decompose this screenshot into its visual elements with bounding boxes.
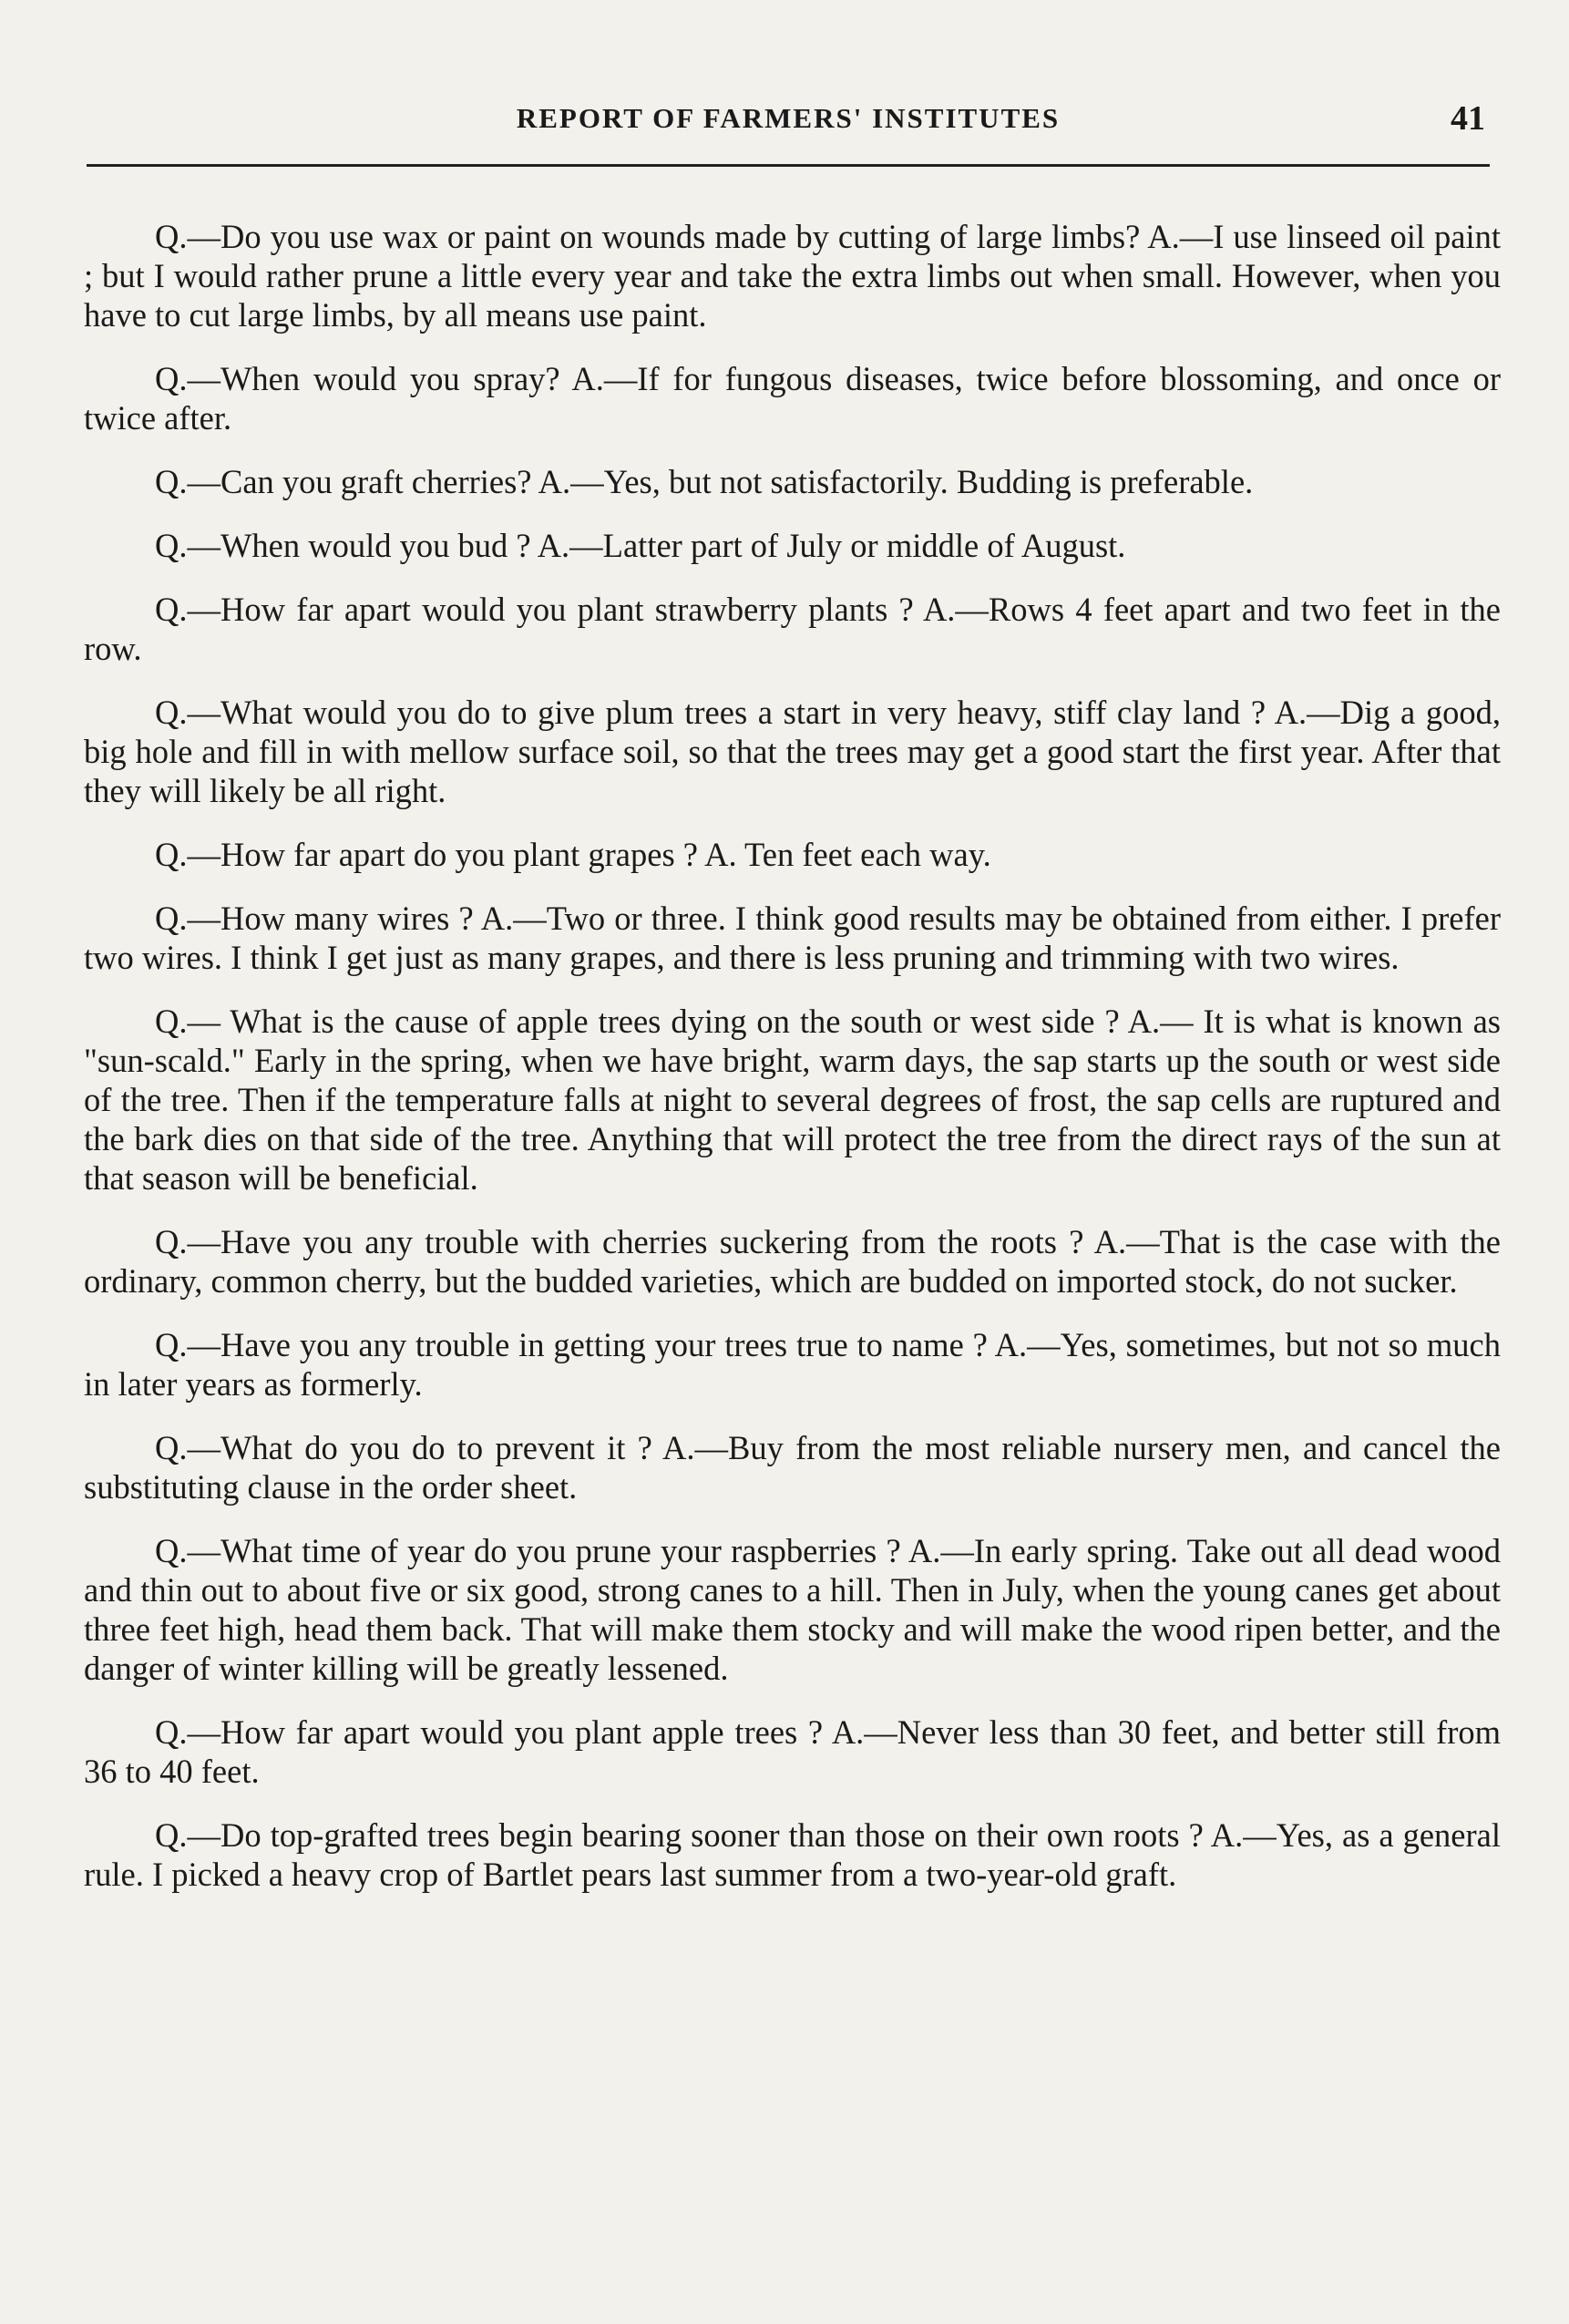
header-rule bbox=[87, 164, 1490, 167]
qa-paragraph: Q.—How many wires ? A.—Two or three. I think good results may be obtained from either. I prefer two wires. I think I get just as many grapes, and there is less pruning and trimming with two wires. bbox=[84, 900, 1501, 976]
qa-paragraph: Q.—How far apart would you plant strawberry plants ? A.—Rows 4 feet apart and two feet in the row. bbox=[84, 591, 1501, 667]
qa-paragraph: Q.—When would you spray? A.—If for fungous diseases, twice before blossoming, and once or twice after. bbox=[84, 360, 1501, 437]
qa-paragraph: Q.—How far apart would you plant apple trees ? A.—Never less than 30 feet, and better still from 36 to 40 feet. bbox=[84, 1713, 1501, 1790]
qa-paragraph: Q.—Do top-grafted trees begin bearing sooner than those on their own roots ? A.—Yes, as a general rule. I picked a heavy crop of Bartlet pears last summer from a two-year-old graft. bbox=[84, 1816, 1501, 1893]
qa-paragraph: Q.—Have you any trouble in getting your trees true to name ? A.—Yes, sometimes, but not so much in later years as formerly. bbox=[84, 1326, 1501, 1403]
qa-paragraph: Q.—What do you do to prevent it ? A.—Buy from the most reliable nursery men, and cancel the substituting clause in the order sheet. bbox=[84, 1429, 1501, 1506]
qa-paragraph: Q.—How far apart do you plant grapes ? A. Ten feet each way. bbox=[155, 836, 991, 873]
qa-paragraph: Q.—When would you bud ? A.—Latter part of July or middle of August. bbox=[155, 527, 1126, 564]
qa-paragraph: Q.—Do you use wax or paint on wounds made by cutting of large limbs? A.—I use linseed oil paint ; but I would rather prune a little every year and take the extra limbs out when small. However, when you have to cut large limbs, by all means use paint. bbox=[84, 218, 1501, 334]
page-header bbox=[87, 98, 1490, 144]
qa-paragraph: Q.—Have you any trouble with cherries suckering from the roots ? A.—That is the case with the ordinary, common cherry, but the budded varieties, which are budded on imported stock, do not sucker. bbox=[84, 1223, 1501, 1300]
page-number: 41 bbox=[1451, 99, 1485, 138]
qa-paragraph: Q.— What is the cause of apple trees dying on the south or west side ? A.— It is what is known as "sun-scald." Early in the spring, when we have bright, warm days, the sap starts up the south or west side of the tree. Then if the temperature falls at night to several degrees of frost, the sap cells are ruptured and the bark dies on that side of the tree. Anything that will protect the tree from the direct rays of the sun at that season will be beneficial. bbox=[84, 1003, 1501, 1197]
qa-paragraph: Q.—What time of year do you prune your raspberries ? A.—In early spring. Take out all dead wood and thin out to about five or six good, strong canes to a hill. Then in July, when the young canes get about three feet high, head them back. That will make them stocky and will make the wood ripen better, and the danger of winter killing will be greatly lessened. bbox=[84, 1532, 1501, 1687]
running-head: REPORT OF FARMERS' INSTITUTES bbox=[516, 102, 1061, 134]
document-body bbox=[84, 217, 1501, 1918]
qa-paragraph: Q.—What would you do to give plum trees a start in very heavy, stiff clay land ? A.—Dig a good, big hole and fill in with mellow surface soil, so that the trees may get a good start the first year. After that they will likely be all right. bbox=[84, 694, 1501, 809]
qa-paragraph: Q.—Can you graft cherries? A.—Yes, but not satisfactorily. Budding is preferable. bbox=[155, 463, 1254, 500]
